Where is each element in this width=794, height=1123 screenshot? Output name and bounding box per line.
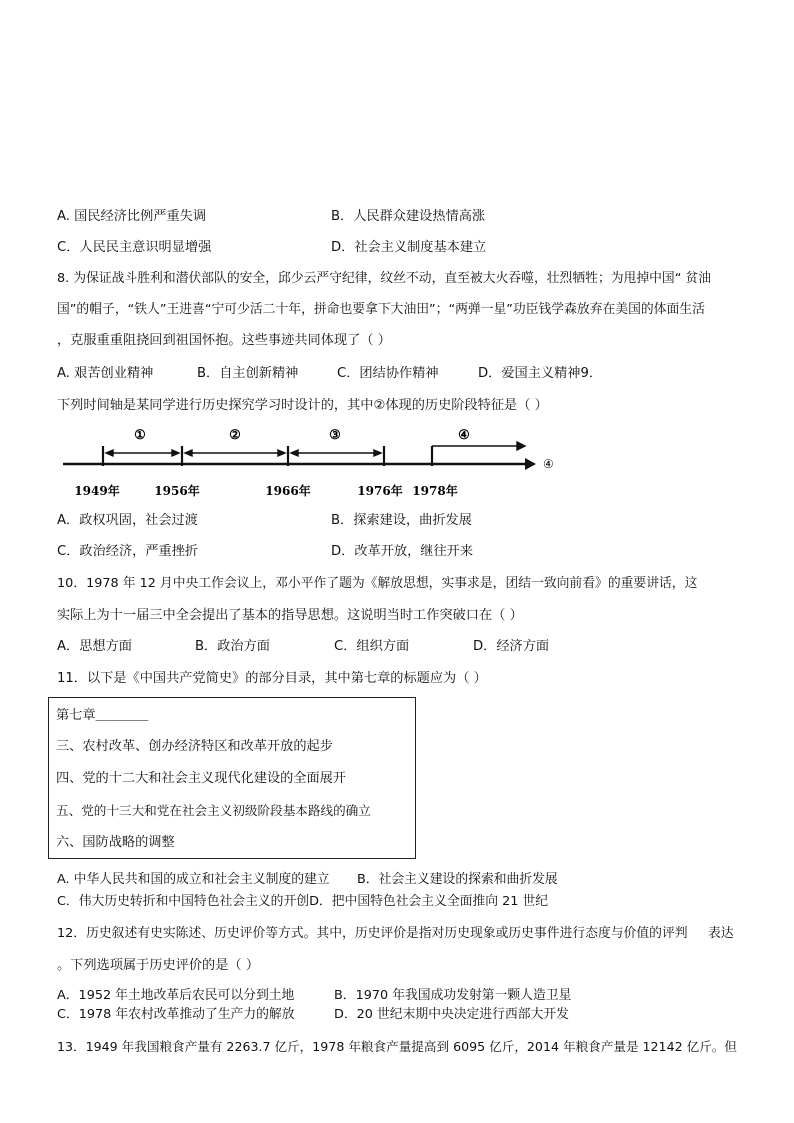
q11-option-c-d: C．伟大历史转折和中国特色社会主义的开创D．把中国特色社会主义全面推向 21 世纪 <box>57 894 549 909</box>
q9-option-a: A．政权巩固，社会过渡 <box>57 513 198 528</box>
timeline-axis-arrowhead <box>525 458 536 470</box>
timeline-diagram <box>55 422 615 502</box>
year-label-1949: 1949年 <box>74 484 120 498</box>
q10-stem-line1: 10．1978 年 12 月中央工作会议上，邓小平作了题为《解放思想，实事求是，团结一致向前看》的重要讲话，这 <box>57 576 698 591</box>
q7-option-d: D．社会主义制度基本建立 <box>331 240 487 255</box>
toc-item-six: 六、国防战略的调整 <box>56 835 175 850</box>
q8-stem-line1: 8. 为保证战斗胜利和潜伏部队的安全，邱少云严守纪律，纹丝不动，直至被大火吞噬，壮烈牺牲；为甩掉中国“ 贫油 <box>57 271 712 286</box>
stage-label-3: ③ <box>329 428 341 443</box>
q10-option-b: B．政治方面 <box>195 639 270 654</box>
q8-option-d: D．爱国主义精神9． <box>478 366 603 381</box>
stage-3-span <box>291 450 381 456</box>
year-label-1978: 1978年 <box>412 484 458 498</box>
q8-option-a: A. 艰苦创业精神 <box>57 366 154 381</box>
q11-option-b: B．社会主义建设的探索和曲折发展 <box>357 872 558 887</box>
q8-stem-line2: 国”的帽子，“铁人”王进喜“宁可少活二十年，拼命也要拿下大油田”；“两弹一星”功臣钱学森放弃在美国的体面生活 <box>57 302 705 317</box>
q12-option-a: A．1952 年土地改革后农民可以分到土地 <box>57 988 295 1003</box>
q8-option-c: C．团结协作精神 <box>337 366 439 381</box>
stage-label-1: ① <box>134 428 146 443</box>
toc-item-three: 三、农村改革、创办经济特区和改革开放的起步 <box>56 739 333 754</box>
q10-stem-line2: 实际上为十一届三中全会提出了基本的指导思想。这说明当时工作突破口在（ ） <box>57 608 523 623</box>
toc-item-five: 五、党的十三大和党在社会主义初级阶段基本路线的确立 <box>56 803 371 818</box>
q12-option-b: B．1970 年我国成功发射第一颗人造卫星 <box>334 988 572 1003</box>
q13-stem-line1: 13．1949 年我国粮食产量有 2263.7 亿斤，1978 年粮食产量提高到 6095 亿斤，2014 年粮食产量是 12142 亿斤。但 <box>57 1039 737 1054</box>
year-label-1976: 1976年 <box>357 484 403 498</box>
q12-stem-line2: 。下列选项属于历史评价的是（ ） <box>57 958 260 973</box>
stage-2-span <box>185 450 285 456</box>
q12-stem-line1: 12．历史叙述有史实陈述、历史评价等方式。其中，历史评价是指对历史现象或历史事件进行态度与价值的评判 <box>57 926 688 941</box>
axis-end-label: ④ <box>543 457 554 471</box>
q9-option-c: C．政治经济，严重挫折 <box>57 544 199 559</box>
year-label-1966: 1966年 <box>265 484 311 498</box>
toc-chapter-seven: 第七章＿＿＿＿ <box>56 708 149 723</box>
q8-option-b: B．自主创新精神 <box>197 366 299 381</box>
q10-option-c: C．组织方面 <box>334 639 410 654</box>
q11-stem: 11．以下是《中国共产党简史》的部分目录，其中第七章的标题应为（ ） <box>57 671 487 686</box>
q12-option-c: C．1978 年农村改革推动了生产力的解放 <box>57 1007 295 1022</box>
q7-option-b: B．人民群众建设热情高涨 <box>331 209 486 224</box>
q10-option-a: A．思想方面 <box>57 639 132 654</box>
q10-option-d: D．经济方面 <box>473 639 550 654</box>
q8-stem-line3: ，克服重重阻挠回到祖国怀抱。这些事迹共同体现了（ ） <box>57 333 391 348</box>
stage-label-4: ④ <box>458 428 470 443</box>
q9-option-d: D．改革开放，继往开来 <box>331 544 474 559</box>
q7-option-a: A. 国民经济比例严重失调 <box>57 209 207 224</box>
q9-option-b: B．探索建设，曲折发展 <box>331 513 472 528</box>
stage-1-span <box>106 450 179 456</box>
q11-option-a: A. 中华人民共和国的成立和社会主义制度的建立 <box>57 872 330 887</box>
q7-option-c: C．人民民主意识明显增强 <box>57 240 212 255</box>
stage-label-2: ② <box>229 428 241 443</box>
q12-option-d: D．20 世纪末期中央决定进行西部大开发 <box>334 1007 569 1022</box>
toc-item-four: 四、党的十二大和社会主义现代化建设的全面展开 <box>56 771 347 786</box>
stage-4-span <box>432 442 525 450</box>
q12-stem-line1-tail: 表达 <box>708 926 734 941</box>
q9-stem: 下列时间轴是某同学进行历史探究学习时设计的，其中②体现的历史阶段特征是（ ） <box>57 398 548 413</box>
year-label-1956: 1956年 <box>154 484 200 498</box>
